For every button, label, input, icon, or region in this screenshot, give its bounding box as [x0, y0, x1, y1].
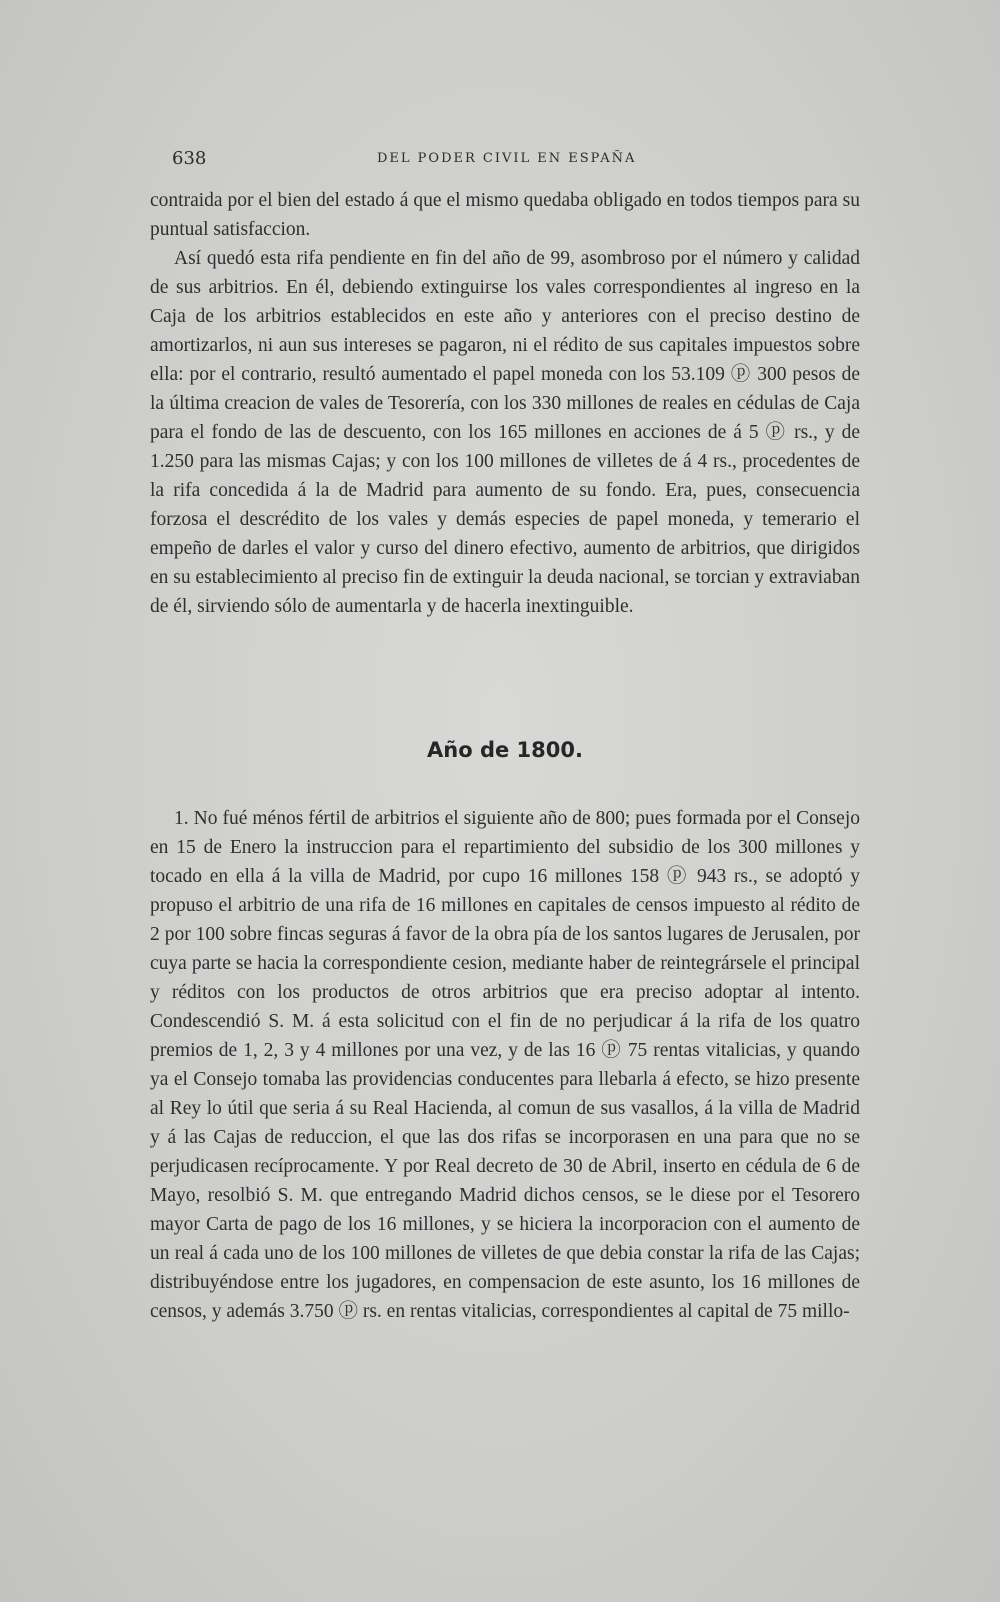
page-header [172, 148, 862, 174]
paragraph-continuation: contraida por el bien del estado á que el mismo quedaba obligado en todos tiempos para su puntual satisfaccion. [150, 190, 860, 240]
section-heading: Año de 1800. [427, 738, 583, 762]
page-number: 638 [172, 148, 207, 169]
running-head: DEL PODER CIVIL EN ESPAÑA [377, 151, 637, 166]
body-text-bottom [150, 804, 860, 1326]
paragraph: 1. No fué ménos fértil de arbitrios el siguiente año de 800; pues formada por el Consejo en 15 de Enero la instruccion para el repartimiento del subsidio de los 300 millones y tocado en ella á la villa de Madrid, por cupo 16 millones 158 ⓟ 943 rs., se adoptó y propuso el arbitrio de una rifa de 16 millones en capitales de censos impuesto al rédito de 2 por 100 sobre fincas seguras á favor de la obra pía de los santos lugares de Jerusalen, por cuya parte se hacia la correspondiente cesion, mediante haber de reintegrársele el principal y réditos con los productos de otros arbitrios que era preciso adoptar al intento. Condescendió S. M. á esta solicitud con el fin de no perjudicar á la rifa de los quatro premios de 1, 2, 3 y 4 millones por una vez, y de las 16 ⓟ 75 rentas vitalicias, y quando ya el Consejo tomaba las providencias conducentes para llebarla á efecto, se hizo presente al Rey lo útil que seria á su Real Hacienda, al comun de sus vasallos, á la villa de Madrid y á las Cajas de reduccion, el que las dos rifas se incorporasen en una para que no se perjudicasen recíprocamente. Y por Real decreto de 30 de Abril, inserto en cédula de 6 de Mayo, resolbió S. M. que entregando Madrid dichos censos, se le diese por el Tesorero mayor Carta de pago de los 16 millones, y se hiciera la incorporacion con el aumento de un real á cada uno de los 100 millones de villetes de que debia constar la rifa de las Cajas; distribuyéndose entre los jugadores, en compensacion de este asunto, los 16 millones de censos, y además 3.750 ⓟ rs. en rentas vitalicias, correspondientes al capital de 75 millo- [150, 808, 860, 1322]
paragraph: Así quedó esta rifa pendiente en fin del año de 99, asombroso por el número y calidad de sus arbitrios. En él, debiendo extinguirse los vales correspondientes al ingreso en la Caja de los arbitrios establecidos en este año y anteriores con el preciso destino de amortizarlos, ni aun sus intereses se pagaron, ni el rédito de sus capitales impuestos sobre ella: por el contrario, resultó aumentado el papel moneda con los 53.109 ⓟ 300 pesos de la última creacion de vales de Tesorería, con los 330 millones de reales en cédulas de Caja para el fondo de las de descuento, con los 165 millones en acciones de á 5 ⓟ rs., y de 1.250 para las mismas Cajas; y con los 100 millones de villetes de á 4 rs., procedentes de la rifa concedida á la de Madrid para aumento de su fondo. Era, pues, consecuencia forzosa el descrédito de los vales y demás especies de papel moneda, y temerario el empeño de darles el valor y curso del dinero efectivo, aumento de arbitrios, que dirigidos en su establecimiento al preciso fin de extinguir la deuda nacional, se torcian y extraviaban de él, sirviendo sólo de aumentarla y de hacerla inextinguible. [150, 248, 860, 617]
body-text-top [150, 186, 860, 621]
